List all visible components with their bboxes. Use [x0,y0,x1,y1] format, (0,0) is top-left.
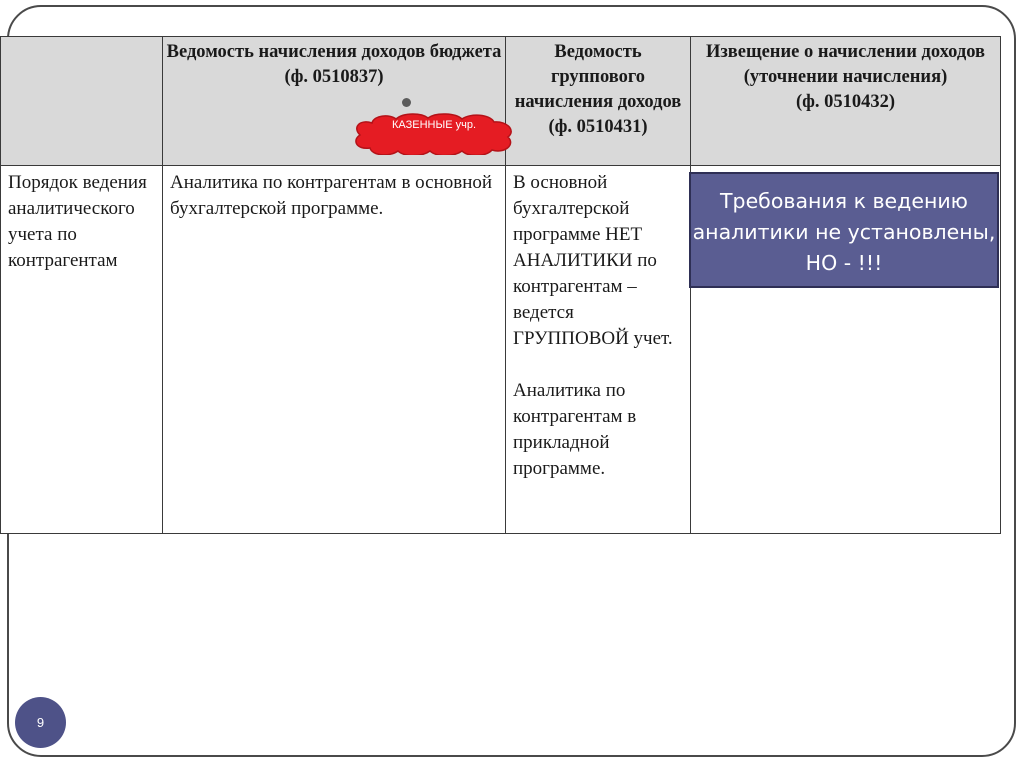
row-cell-0510837 [163,166,506,534]
badge-label: КАЗЕННЫЕ учр. [391,119,477,131]
cell-text-0510837: Аналитика по контрагентам в основной бухгалтерской программе. [170,172,493,219]
header-cell-form-0510432: Извещение о начислении доходов (уточнении начисления) (ф. 0510432) [691,37,1001,166]
header-cell-form-0510431: Ведомость группового начисления доходов (ф. 0510431) [506,37,691,166]
row-label: Порядок ведения аналитического учета по контрагентам [8,172,147,271]
row-cell-0510431 [506,166,691,534]
row-label-cell [1,166,163,534]
cell-text-0510431: В основной бухгалтерской программе НЕТ АНАЛИТИКИ по контрагентам – ведется ГРУППОВОЙ учет. Аналитика по контрагентам в прикладной программе. [513,172,673,479]
page-number-badge: 9 [15,697,66,748]
header-cell-form-0510837: Ведомость начисления доходов бюджета (ф. 0510837) [163,37,506,166]
badge-connector-dot [402,98,411,107]
header-cell-empty [1,37,163,166]
notice-box: Требования к ведению аналитики не установлены, НО - !!! [689,172,999,288]
kazennye-badge [352,113,516,155]
